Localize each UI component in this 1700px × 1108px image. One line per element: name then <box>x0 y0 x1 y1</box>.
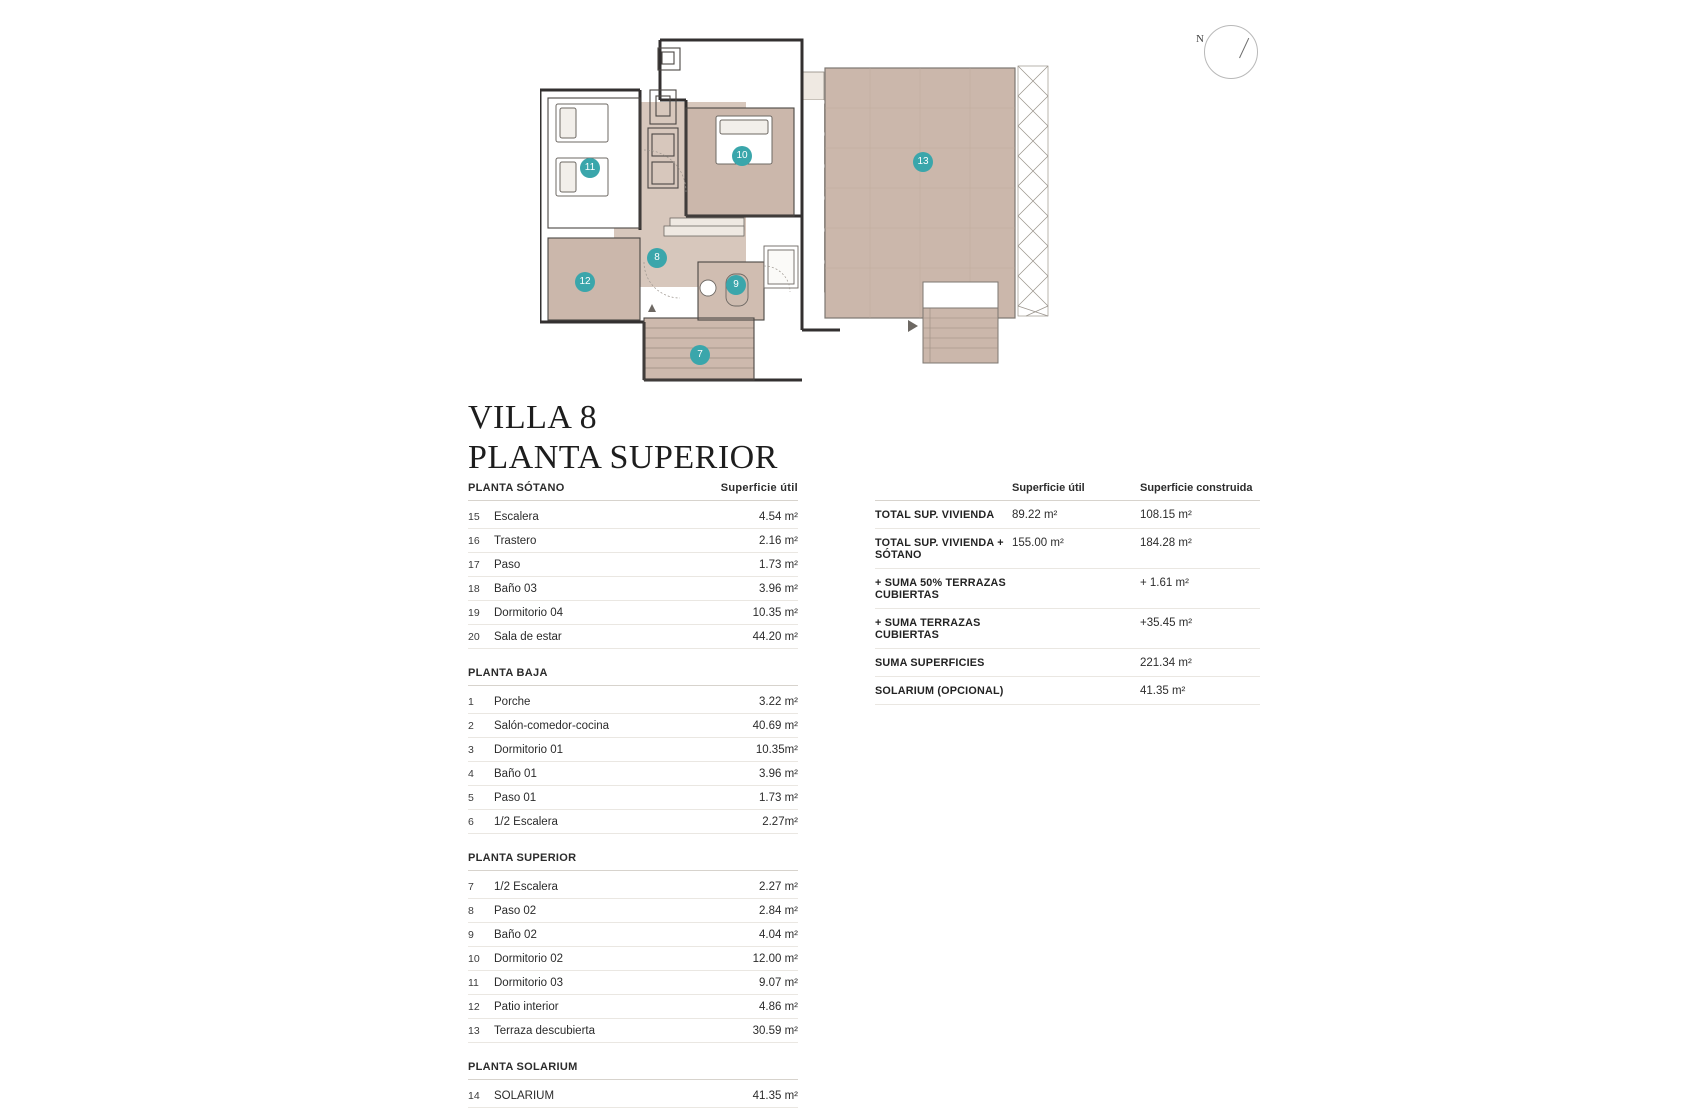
table-row <box>468 505 798 529</box>
totals-row-label: TOTAL SUP. VIVIENDA + SÓTANO <box>875 537 1004 561</box>
compass-icon <box>1204 25 1258 79</box>
row-label: 1/2 Escalera <box>494 881 558 893</box>
totals-header-construida: Superficie construida <box>1140 482 1253 494</box>
totals-row <box>875 501 1260 529</box>
row-label: Salón-comedor-cocina <box>494 720 610 732</box>
row-value: 4.04 m² <box>759 929 798 941</box>
row-label: Baño 02 <box>494 929 537 941</box>
row-label: Escalera <box>494 511 539 523</box>
section-header-solarium <box>468 1061 798 1080</box>
totals-row <box>875 649 1260 677</box>
row-number: 2 <box>468 720 474 732</box>
row-number: 3 <box>468 744 474 756</box>
table-row <box>468 810 798 834</box>
row-value: 44.20 m² <box>752 631 798 643</box>
row-label: Terraza descubierta <box>494 1025 595 1037</box>
row-label: SOLARIUM <box>494 1090 555 1102</box>
plan-marker: 11 <box>580 158 600 178</box>
table-row <box>468 899 798 923</box>
table-row <box>468 971 798 995</box>
table-row <box>468 601 798 625</box>
row-value: 41.35 m² <box>752 1090 798 1102</box>
page-title <box>468 398 778 478</box>
row-number: 17 <box>468 559 480 571</box>
surface-schedule-table <box>468 482 798 1108</box>
section-title: PLANTA SOLARIUM <box>468 1061 578 1073</box>
compass-needle <box>1239 38 1249 58</box>
totals-row-construida: 184.28 m² <box>1140 537 1192 549</box>
row-label: Baño 01 <box>494 768 537 780</box>
totals-row <box>875 609 1260 649</box>
plan-marker: 7 <box>690 345 710 365</box>
row-label: Dormitorio 03 <box>494 977 564 989</box>
totals-row-label: + SUMA 50% TERRAZAS CUBIERTAS <box>875 577 1006 601</box>
totals-row-construida: 108.15 m² <box>1140 509 1192 521</box>
table-row <box>468 923 798 947</box>
row-number: 5 <box>468 792 474 804</box>
page-title-line2: PLANTA SUPERIOR <box>468 439 778 476</box>
row-value: 3.22 m² <box>759 696 798 708</box>
totals-table <box>875 482 1260 705</box>
totals-row <box>875 529 1260 569</box>
row-label: Patio interior <box>494 1001 559 1013</box>
plan-marker: 12 <box>575 272 595 292</box>
row-number: 14 <box>468 1090 480 1102</box>
totals-row-utile: 89.22 m² <box>1012 509 1058 521</box>
row-label: Sala de estar <box>494 631 562 643</box>
row-number: 18 <box>468 583 480 595</box>
totals-row <box>875 569 1260 609</box>
row-label: Paso 02 <box>494 905 537 917</box>
table-row <box>468 714 798 738</box>
row-label: Porche <box>494 696 531 708</box>
row-label: Paso 01 <box>494 792 537 804</box>
table-row <box>468 995 798 1019</box>
row-value: 12.00 m² <box>752 953 798 965</box>
row-number: 16 <box>468 535 480 547</box>
floor-plan-svg <box>540 30 1160 385</box>
row-value: 10.35 m² <box>752 607 798 619</box>
totals-row-label: SOLARIUM (OPCIONAL) <box>875 685 1004 697</box>
row-number: 10 <box>468 953 480 965</box>
table-row <box>468 1084 798 1108</box>
section-header-baja <box>468 667 798 686</box>
table-row <box>468 786 798 810</box>
row-number: 1 <box>468 696 474 708</box>
table-row <box>468 529 798 553</box>
table-row <box>468 577 798 601</box>
row-value: 4.86 m² <box>759 1001 798 1013</box>
row-label: Dormitorio 04 <box>494 607 564 619</box>
section-header-sotano <box>468 482 798 501</box>
totals-row-label: SUMA SUPERFICIES <box>875 657 985 669</box>
totals-table-header <box>875 482 1260 501</box>
row-label: 1/2 Escalera <box>494 816 558 828</box>
row-label: Dormitorio 02 <box>494 953 564 965</box>
row-label: Trastero <box>494 535 537 547</box>
totals-row-label: TOTAL SUP. VIVIENDA <box>875 509 995 521</box>
row-value: 2.27m² <box>762 816 798 828</box>
row-value: 1.73 m² <box>759 792 798 804</box>
row-value: 3.96 m² <box>759 583 798 595</box>
section-title: PLANTA SÓTANO <box>468 482 565 494</box>
row-number: 7 <box>468 881 474 893</box>
row-label: Paso <box>494 559 521 571</box>
totals-row-construida: 221.34 m² <box>1140 657 1192 669</box>
page-title-line1: VILLA 8 <box>468 399 598 436</box>
totals-header-utile: Superficie útil <box>1012 482 1085 494</box>
table-row <box>468 625 798 649</box>
row-value: 10.35m² <box>755 744 798 756</box>
table-row <box>468 1019 798 1043</box>
row-value: 3.96 m² <box>759 768 798 780</box>
row-number: 12 <box>468 1001 480 1013</box>
compass <box>1196 25 1256 85</box>
table-row <box>468 947 798 971</box>
row-value: 2.16 m² <box>759 535 798 547</box>
plan-marker: 9 <box>726 275 746 295</box>
row-label: Baño 03 <box>494 583 537 595</box>
plan-marker: 8 <box>647 248 667 268</box>
row-value: 30.59 m² <box>752 1025 798 1037</box>
totals-row-utile: 155.00 m² <box>1012 537 1064 549</box>
row-number: 13 <box>468 1025 480 1037</box>
section-column-header: Superficie útil <box>720 482 798 494</box>
row-label: Dormitorio 01 <box>494 744 564 756</box>
row-number: 4 <box>468 768 474 780</box>
section-title: PLANTA SUPERIOR <box>468 852 577 864</box>
totals-row-label: + SUMA TERRAZAS CUBIERTAS <box>875 617 981 641</box>
row-value: 2.84 m² <box>759 905 798 917</box>
table-row <box>468 690 798 714</box>
row-value: 40.69 m² <box>752 720 798 732</box>
section-header-superior <box>468 852 798 871</box>
row-number: 15 <box>468 511 480 523</box>
row-value: 9.07 m² <box>759 977 798 989</box>
floor-plan-drawing <box>540 30 1160 385</box>
plan-marker: 13 <box>913 152 933 172</box>
totals-row-construida: 41.35 m² <box>1140 685 1186 697</box>
table-row <box>468 875 798 899</box>
totals-row <box>875 677 1260 705</box>
row-number: 9 <box>468 929 474 941</box>
totals-row-construida: +35.45 m² <box>1140 617 1193 629</box>
row-number: 20 <box>468 631 480 643</box>
row-value: 2.27 m² <box>759 881 798 893</box>
section-title: PLANTA BAJA <box>468 667 548 679</box>
table-row <box>468 553 798 577</box>
table-row <box>468 738 798 762</box>
row-number: 6 <box>468 816 474 828</box>
row-value: 4.54 m² <box>759 511 798 523</box>
table-row <box>468 762 798 786</box>
totals-row-construida: + 1.61 m² <box>1140 577 1189 589</box>
plan-marker: 10 <box>732 146 752 166</box>
row-number: 8 <box>468 905 474 917</box>
row-number: 11 <box>468 977 479 989</box>
row-value: 1.73 m² <box>759 559 798 571</box>
compass-north-label: N <box>1196 33 1204 45</box>
row-number: 19 <box>468 607 480 619</box>
